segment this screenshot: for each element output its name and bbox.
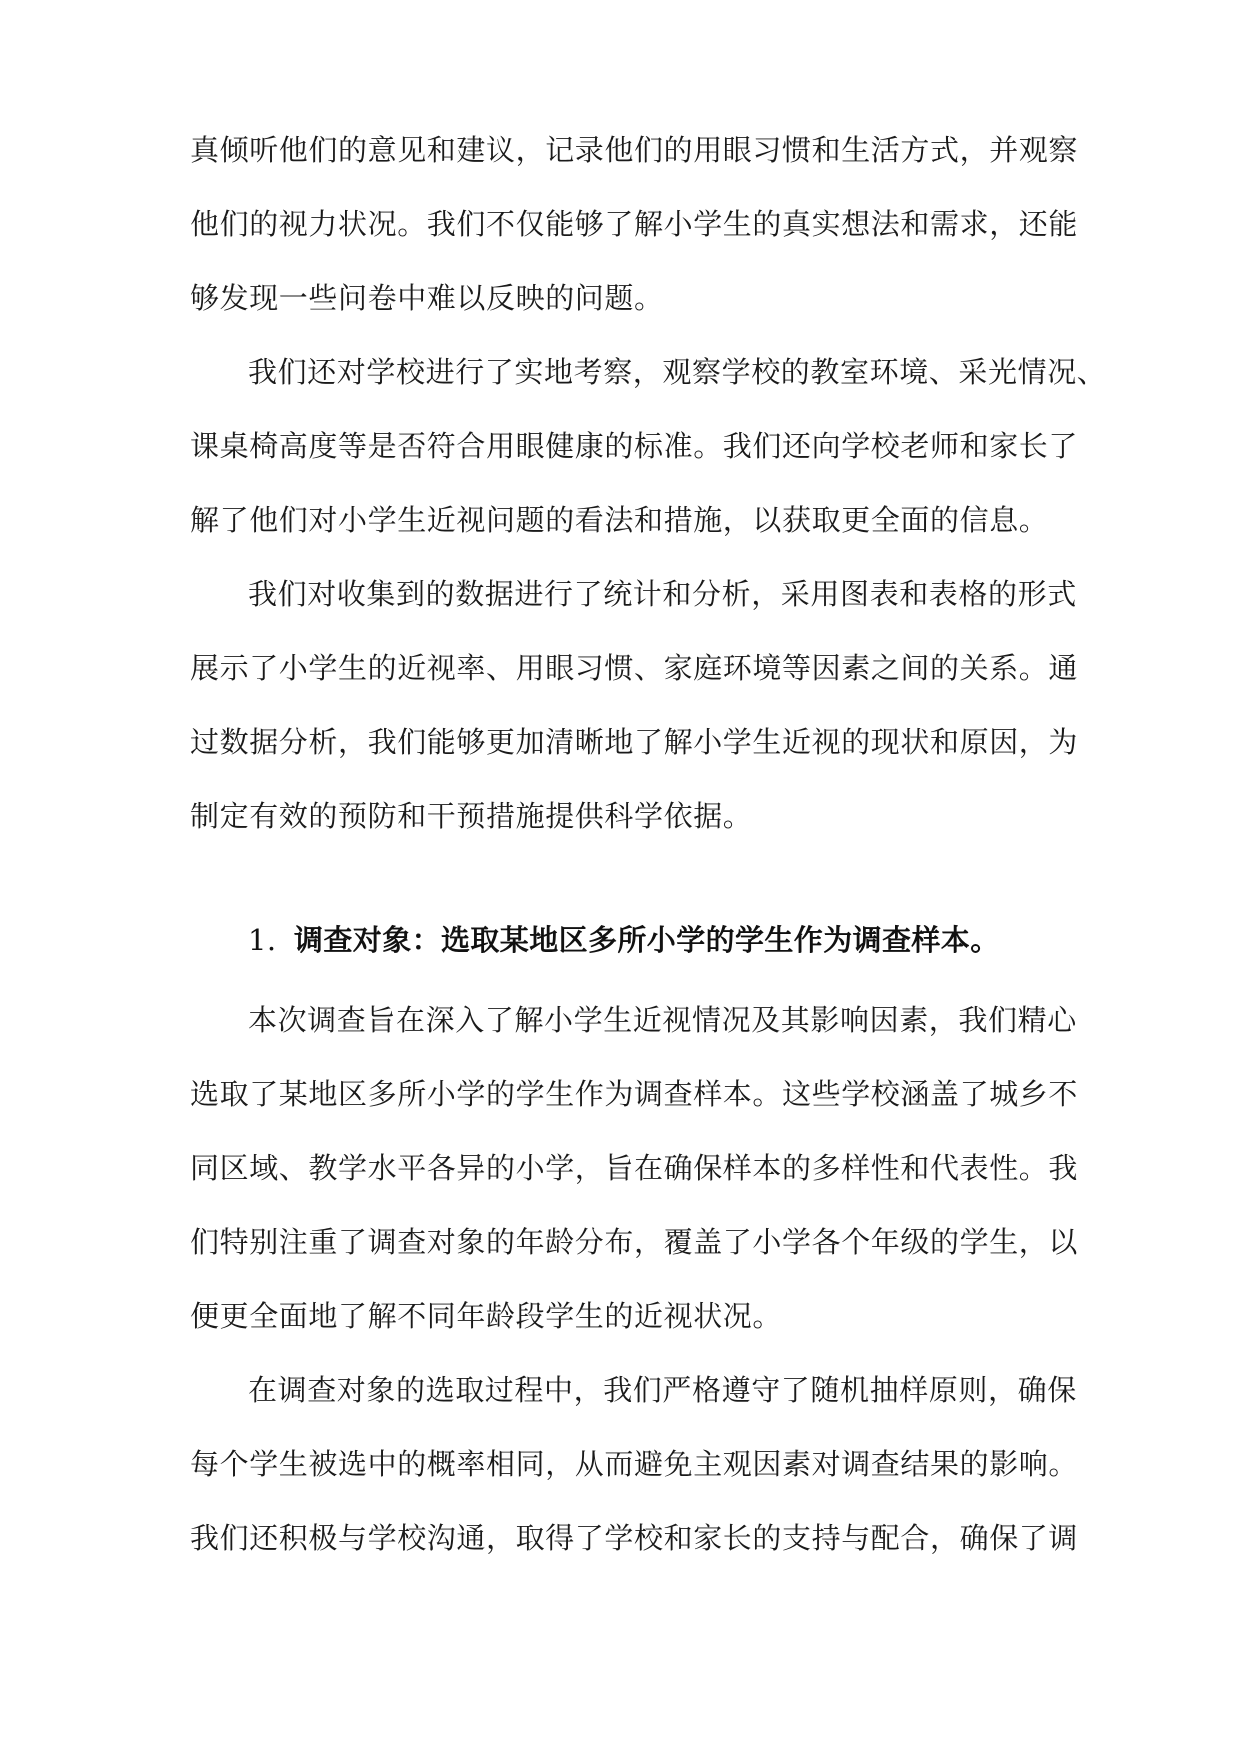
paragraph-line: 选取了某地区多所小学的学生作为调查样本。这些学校涵盖了城乡不: [190, 1077, 1079, 1111]
heading-text: 调查对象：选取某地区多所小学的学生作为调查样本。: [294, 923, 1000, 957]
section-heading: [248, 920, 1070, 960]
paragraph-line: 过数据分析，我们能够更加清晰地了解小学生近视的现状和原因，为: [190, 725, 1079, 759]
paragraph-line: 展示了小学生的近视率、用眼习惯、家庭环境等因素之间的关系。通: [190, 651, 1079, 685]
paragraph-line: 同区域、教学水平各异的小学，旨在确保样本的多样性和代表性。我: [190, 1151, 1079, 1185]
paragraph-line: 在调查对象的选取过程中，我们严格遵守了随机抽样原则，确保: [248, 1373, 1077, 1407]
paragraph-line: 制定有效的预防和干预措施提供科学依据。: [190, 799, 753, 833]
paragraph-line: 我们还对学校进行了实地考察，观察学校的教室环境、采光情况、: [248, 355, 1107, 389]
paragraph-line: 们特别注重了调查对象的年龄分布，覆盖了小学各个年级的学生，以: [190, 1225, 1079, 1259]
paragraph-line: 他们的视力状况。我们不仅能够了解小学生的真实想法和需求，还能: [190, 207, 1079, 241]
paragraph-line: 真倾听他们的意见和建议，记录他们的用眼习惯和生活方式，并观察: [190, 133, 1079, 167]
paragraph-line: 我们对收集到的数据进行了统计和分析，采用图表和表格的形式: [248, 577, 1077, 611]
paragraph-line: 解了他们对小学生近视问题的看法和措施，以获取更全面的信息。: [190, 503, 1049, 537]
paragraph-line: 本次调查旨在深入了解小学生近视情况及其影响因素，我们精心: [248, 1003, 1077, 1037]
paragraph-line: 每个学生被选中的概率相同，从而避免主观因素对调查结果的影响。: [190, 1447, 1079, 1481]
paragraph-line: 课桌椅高度等是否符合用眼健康的标准。我们还向学校老师和家长了: [190, 429, 1079, 463]
paragraph-line: 我们还积极与学校沟通，取得了学校和家长的支持与配合，确保了调: [190, 1521, 1079, 1555]
paragraph-line: 够发现一些问卷中难以反映的问题。: [190, 281, 664, 315]
paragraph-line: 便更全面地了解不同年龄段学生的近视状况。: [190, 1299, 783, 1333]
heading-number: 1.: [248, 923, 277, 957]
